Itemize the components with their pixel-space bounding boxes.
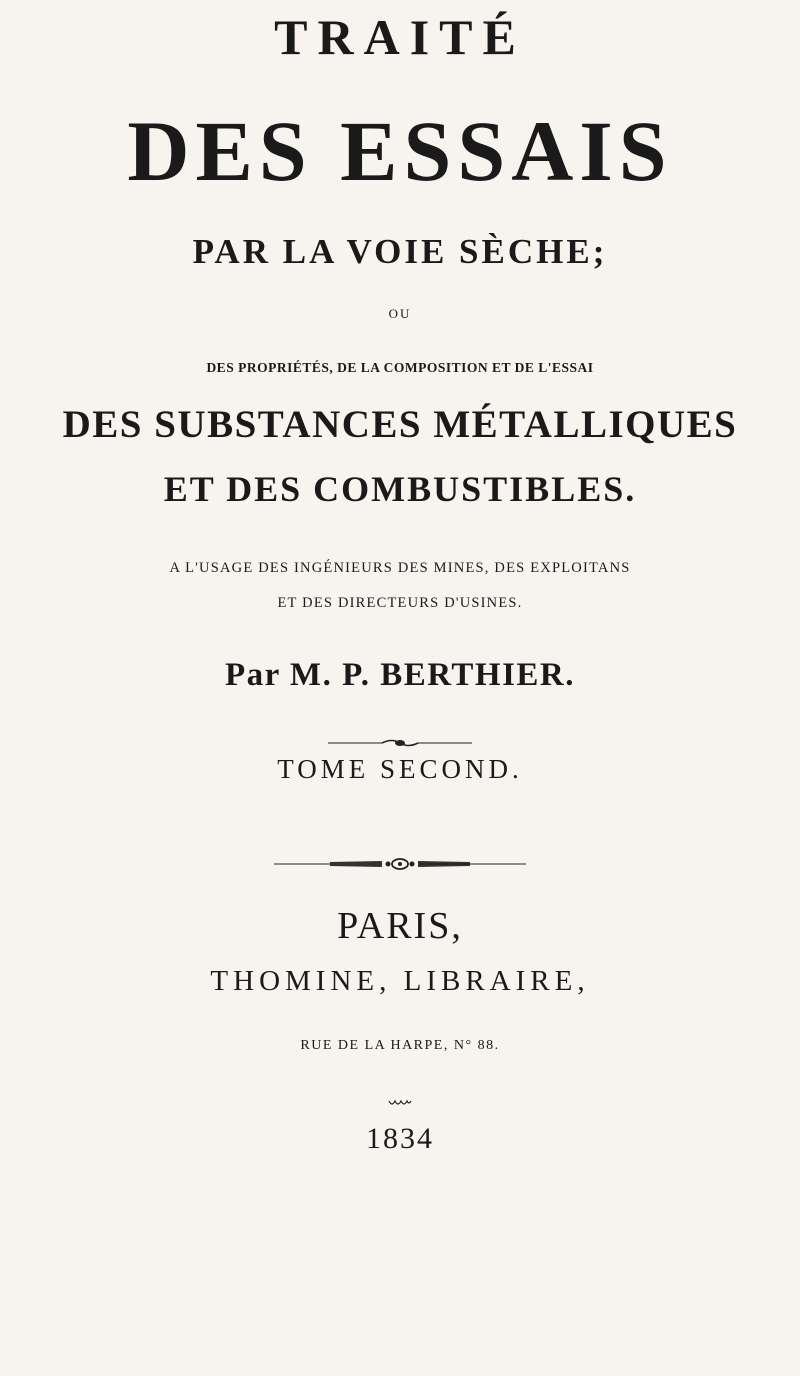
or-word: OU xyxy=(388,306,412,321)
publisher-name: THOMINE, LIBRAIRE, xyxy=(210,965,590,997)
title-des-essais: DES ESSAIS xyxy=(127,103,673,199)
author-line: Par M. P. BERTHIER. xyxy=(224,657,576,693)
audience-line-1: A L'USAGE DES INGÉNIEURS DES MINES, DES EXPLOITANS xyxy=(169,560,631,576)
wave-ornament xyxy=(388,1098,412,1108)
title-traite: TRAITÉ xyxy=(274,9,526,65)
title-par-la-voie-seche: PAR LA VOIE SÈCHE; xyxy=(192,232,608,271)
audience-line-2: ET DES DIRECTEURS D'USINES. xyxy=(277,595,523,611)
subtitle-combustibles: ET DES COMBUSTIBLES. xyxy=(163,469,637,509)
publication-year: 1834 xyxy=(366,1122,434,1155)
city-paris: PARIS, xyxy=(337,905,463,947)
subtitle-substances: DES SUBSTANCES MÉTALLIQUES xyxy=(62,403,738,446)
large-ornament-divider xyxy=(270,856,530,872)
small-ornament-divider xyxy=(320,736,480,750)
publisher-address: RUE DE LA HARPE, N° 88. xyxy=(300,1038,500,1053)
volume-label: TOME SECOND. xyxy=(277,754,523,784)
subtitle-proprietes: DES PROPRIÉTÉS, DE LA COMPOSITION ET DE L'ESSAI xyxy=(206,360,594,375)
